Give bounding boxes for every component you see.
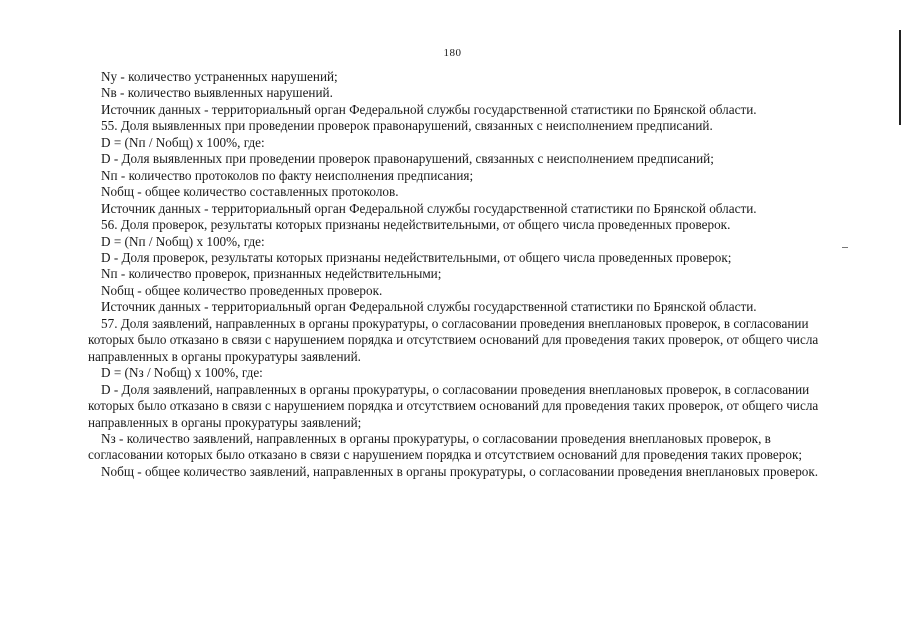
paragraph-indicator-57-formula: D = (Nз / Nобщ) х 100%, где: — [101, 365, 263, 381]
paragraph-indicator-56-nobsch-definition: Nобщ - общее количество проведенных проверок. — [101, 282, 383, 298]
paragraph-data-source: Источник данных - территориальный орган Федеральной службы государственной статистики по Брянской области. — [101, 299, 757, 315]
scan-artifact-right — [842, 247, 848, 248]
paragraph-indicator-56-title: 56. Доля проверок, результаты которых признаны недействительными, от общего числа проведенных проверок. — [101, 217, 731, 233]
paragraph-indicator-57-d-definition: D - Доля заявлений, направленных в органы прокуратуры, о согласовании проведения внеплановых проверок, в согласовании которых было отказано в связи с нарушением порядка и отсутствием оснований для проведения таких проверок, от общего числа направленных в органы прокуратуры заявлений; — [88, 381, 819, 430]
paragraph-indicator-56-np-definition: Nп - количество проверок, признанных недействительными; — [101, 266, 442, 282]
paragraph-indicator-55-formula: D = (Nп / Nобщ) х 100%, где: — [101, 134, 265, 150]
paragraph-indicator-55-d-definition: D - Доля выявленных при проведении проверок правонарушений, связанных с неисполнением предписаний; — [101, 151, 714, 167]
document-body — [88, 69, 828, 480]
scan-edge-mark — [899, 30, 901, 125]
paragraph-data-source: Источник данных - территориальный орган Федеральной службы государственной статистики по Брянской области. — [101, 200, 757, 216]
paragraph-data-source: Источник данных - территориальный орган Федеральной службы государственной статистики по Брянской области. — [101, 101, 757, 117]
page-number: 180 — [443, 47, 462, 59]
paragraph-indicator-56-formula: D = (Nп / Nобщ) х 100%, где: — [101, 233, 265, 249]
paragraph-indicator-55-title: 55. Доля выявленных при проведении проверок правонарушений, связанных с неисполнением предписаний. — [101, 118, 713, 134]
paragraph-indicator-55-np-definition: Nп - количество протоколов по факту неисполнения предписания; — [101, 167, 474, 183]
paragraph-indicator-57-nobsch-definition: Nобщ - общее количество заявлений, направленных в органы прокуратуры, о согласовании проведения внеплановых проверок. — [101, 463, 819, 479]
paragraph-nu-definition: Nу - количество устраненных нарушений; — [101, 69, 338, 84]
paragraph-indicator-57-nz-definition: Nз - количество заявлений, направленных в органы прокуратуры, о согласовании проведения внеплановых проверок, в согласовании которых было отказано в связи с нарушением порядка и отсутствием оснований для проведения таких проверок; — [88, 430, 803, 463]
paragraph-nv-definition: Nв - количество выявленных нарушений. — [101, 85, 333, 101]
paragraph-indicator-57-title: 57. Доля заявлений, направленных в органы прокуратуры, о согласовании проведения внеплановых проверок, в согласовании которых было отказано в связи с нарушением порядка и отсутствием оснований для проведения таких проверок, от общего числа направленных в органы прокуратуры заявлений. — [88, 315, 819, 364]
paragraph-indicator-56-d-definition: D - Доля проверок, результаты которых признаны недействительными, от общего числа проведенных проверок; — [101, 249, 732, 265]
paragraph-indicator-55-nobsch-definition: Nобщ - общее количество составленных протоколов. — [101, 184, 399, 200]
